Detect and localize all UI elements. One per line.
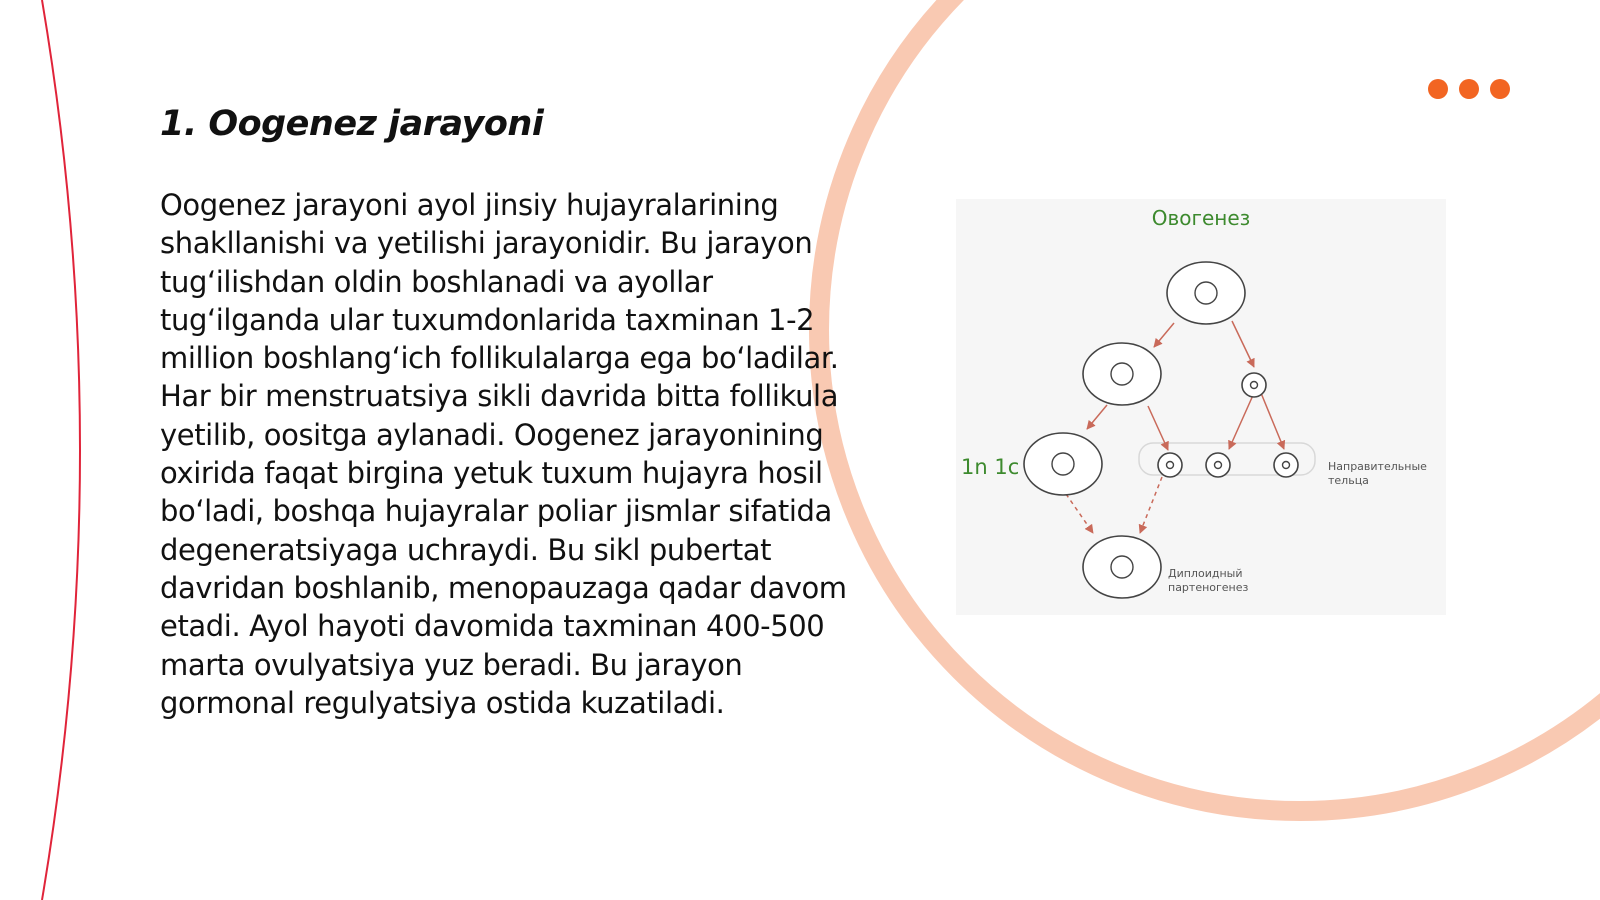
cell-primary-oocyte [1083, 343, 1161, 405]
diploid-parthenogenesis-label: Диплоидный партеногенез [1168, 567, 1249, 594]
cell-diploid [1083, 536, 1161, 598]
polar-body [1158, 453, 1182, 477]
ploidy-label: 1n 1c [961, 455, 1020, 479]
polar-body [1274, 453, 1298, 477]
arrow [1140, 477, 1162, 533]
polar-body [1206, 453, 1230, 477]
arrow [1154, 323, 1174, 347]
dot [1459, 79, 1479, 99]
three-dots-icon [1428, 79, 1510, 99]
dot [1428, 79, 1448, 99]
arrow [1087, 405, 1107, 429]
arrow [1229, 393, 1254, 449]
slide-title: 1. Oogenez jarayoni [160, 104, 544, 144]
arrow [1261, 393, 1284, 449]
left-curve-line [42, 0, 80, 900]
cell-oogonium [1167, 262, 1245, 324]
body-paragraph: Oogenez jarayoni ayol jinsiy hujayralarining shakllanishi va yetilishi jarayonidir. Bu jarayon tug‘ilishdan oldin boshlanadi va ayollar tug‘ilganda ular tuxumdonlarida taxminan 1-2 million boshlang‘ich follikulalarga ega bo‘ladilar. Har bir menstruatsiya sikli davrida bitta follikula yetilib, oositga aylanadi. Oogenez jarayonining oxirida faqat birgina yetuk tuxum hujayra hosil bo‘ladi, boshqa hujayralar poliar jismlar sifatida degeneratsiyaga uchraydi. Bu sikl pubertat davridan boshlanib, menopauzaga qadar davom etadi. Ayol hayoti davomida taxminan 400-500 marta ovulyatsiya yuz beradi. Bu jarayon gormonal regulyatsiya ostida kuzatiladi. [160, 188, 847, 720]
diagram-drawing [956, 199, 1446, 615]
dot [1490, 79, 1510, 99]
diagram-title: Овогенез [1151, 206, 1251, 230]
oogenesis-diagram [956, 199, 1446, 615]
arrow [1232, 321, 1254, 367]
polar-body [1242, 373, 1266, 397]
arrow [1066, 494, 1093, 533]
cell-secondary-oocyte [1024, 433, 1102, 495]
polar-bodies-label: Направительные тельца [1328, 460, 1427, 487]
